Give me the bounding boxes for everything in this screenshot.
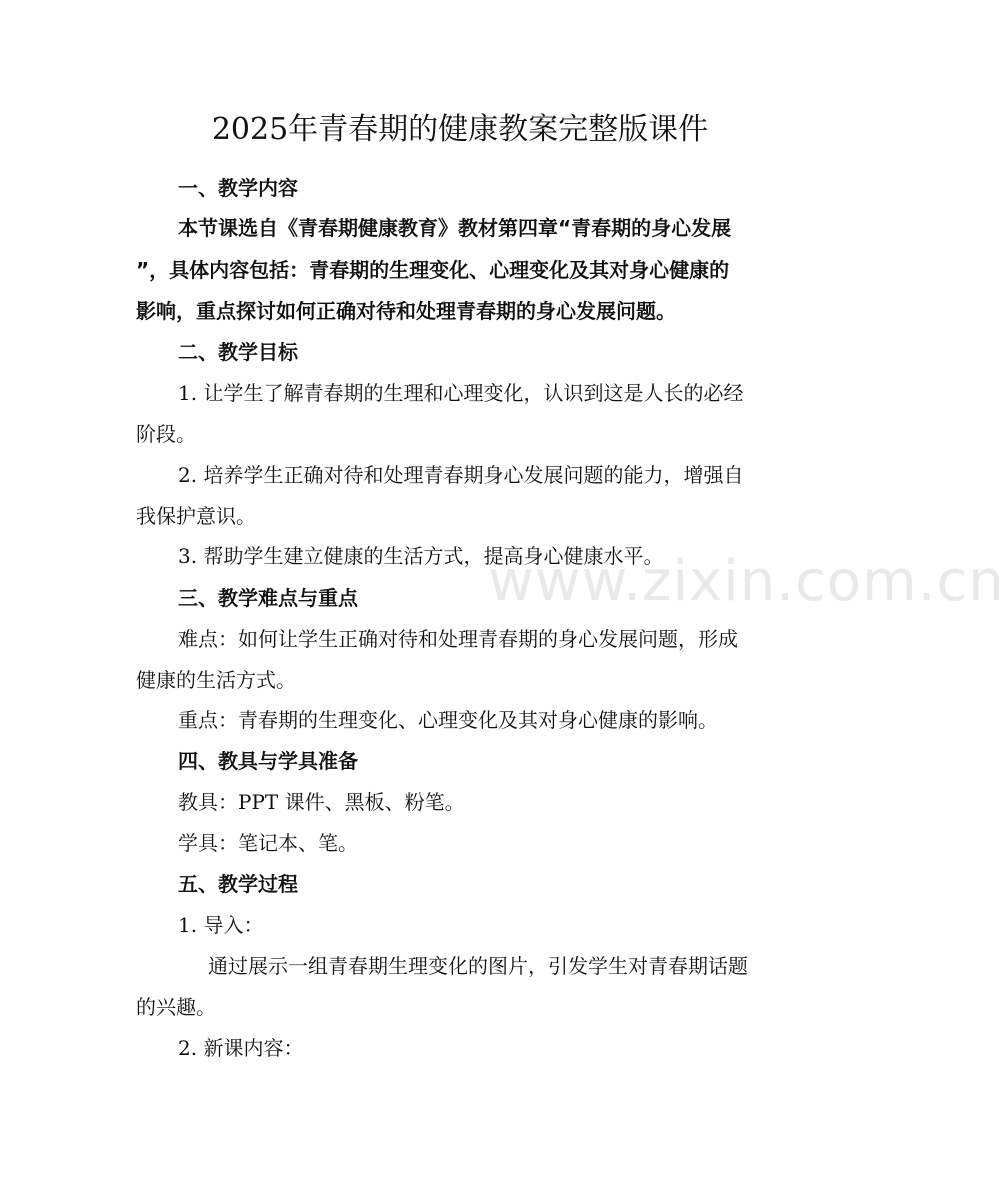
content-paragraph-line: 影响，重点探讨如何正确对待和处理青春期的身心发展问题。 (136, 299, 676, 323)
difficulty-text: 难点：如何让学生正确对待和处理青春期的身心发展问题，形成 (178, 627, 738, 651)
process-step-1-text: 通过展示一组青春期生理变化的图片，引发学生对青春期话题 (208, 954, 748, 978)
learning-aids-text: 学具：笔记本、笔。 (178, 831, 358, 855)
objective-item-3: 3. 帮助学生建立健康的生活方式，提高身心健康水平。 (178, 544, 664, 568)
process-step-1: 1. 导入： (178, 913, 264, 937)
content-paragraph-line: ”，具体内容包括：青春期的生理变化、心理变化及其对身心健康的 (136, 258, 730, 282)
section-heading-materials: 四、教具与学具准备 (178, 749, 358, 773)
key-point-text: 重点：青春期的生理变化、心理变化及其对身心健康的影响。 (178, 708, 718, 732)
section-heading-content: 一、教学内容 (178, 176, 298, 200)
document-title: 2025年青春期的健康教案完整版课件 (211, 112, 709, 147)
objective-item-1-cont: 阶段。 (136, 422, 196, 446)
difficulty-text-cont: 健康的生活方式。 (136, 668, 296, 692)
objective-item-2: 2. 培养学生正确对待和处理青春期身心发展问题的能力，增强自 (178, 463, 744, 487)
watermark: www.zixin.com.cn (488, 549, 1005, 614)
teaching-aids-text: 教具：PPT 课件、黑板、粉笔。 (178, 790, 465, 814)
objective-item-2-cont: 我保护意识。 (136, 504, 256, 528)
process-step-1-text-cont: 的兴趣。 (136, 995, 216, 1019)
process-step-2: 2. 新课内容： (178, 1036, 304, 1060)
content-paragraph-line: 本节课选自《青春期健康教育》教材第四章“青春期的身心发展 (178, 216, 732, 240)
objective-item-1: 1. 让学生了解青春期的生理和心理变化，认识到这是人长的必经 (178, 381, 744, 405)
section-heading-process: 五、教学过程 (178, 872, 298, 896)
section-heading-objectives: 二、教学目标 (178, 340, 298, 364)
section-heading-difficulties: 三、教学难点与重点 (178, 586, 358, 610)
